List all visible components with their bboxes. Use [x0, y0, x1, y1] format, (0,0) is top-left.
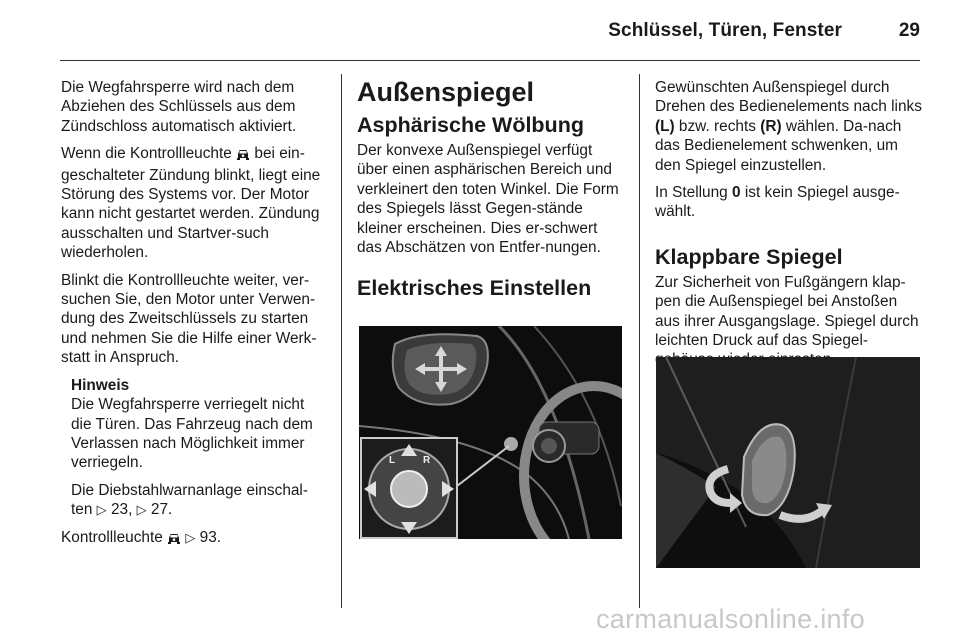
paragraph-position-zero: In Stellung 0 ist kein Spiegel ausge-wählt.	[655, 184, 900, 221]
control-label-left: L	[389, 455, 396, 466]
note-paragraph-alarm: Die Diebstahlwarnanlage einschal-ten ▷ 23, ▷ 27.	[71, 481, 308, 519]
paragraph-select-mirror: Gewünschten Außenspiegel durch Drehen des Bedienelements nach links (L) bzw. rechts (R) wählen. Da-nach das Bedienelement schwenken, um den Spiegel einzustellen.	[655, 79, 922, 174]
page-header	[0, 0, 960, 56]
control-label-right: R	[423, 455, 431, 466]
column-divider-1	[341, 74, 342, 608]
page-reference-link[interactable]: 27	[150, 501, 169, 519]
paragraph-control-light-ref: Kontrollleuchte ▷ 93.	[61, 528, 327, 549]
note-box	[71, 376, 327, 520]
header-rule	[60, 60, 920, 61]
paragraph-second-key: Blinkt die Kontrollleuchte weiter, ver-suchen Sie, den Motor unter Verwen-dung des Zweitschlüssels zu starten und nehmen Sie die Hilfe einer Werk-statt in Anspruch.	[61, 271, 317, 367]
column-middle	[357, 78, 625, 309]
page-reference-arrow-icon: ▷	[96, 502, 107, 518]
header-title: Schlüssel, Türen, Fenster	[608, 20, 842, 41]
paragraph-immobilizer-activation: Die Wegfahrsperre wird nach dem Abziehen des Schlüssels aus dem Zündschloss automatisch aktiviert.	[61, 79, 297, 135]
paragraph-warning-light: Wenn die Kontrollleuchte bei ein-geschalteter Zündung blinkt, liegt eine Störung des Systems vor. Der Motor kann nicht gestartet werden. Zündung ausschalten und Startver-such wiederholen.	[61, 145, 321, 262]
immobilizer-car-key-icon	[167, 530, 181, 549]
column-divider-2	[639, 74, 640, 608]
paragraph-folding: Zur Sicherheit von Fußgängern klap-pen die Außenspiegel bei Anstoßen aus ihrer Ausgangslage. Spiegel durch leichten Druck auf das Spiegel-	[655, 273, 919, 350]
page-reference-link[interactable]: 23	[110, 501, 129, 519]
paragraph-aspheric: Der konvexe Außenspiegel verfügt über einen asphärischen Bereich und verkleinert den toten Winkel. Die Form des Spiegels lässt Gegen-stände kleiner erscheinen. Dies er-schwert das Abschätzen von Entfer-nungen.	[357, 142, 619, 257]
page-reference-arrow-icon: ▷	[136, 502, 147, 518]
immobilizer-car-key-icon	[236, 146, 250, 165]
illustration-folding-mirror	[656, 357, 920, 568]
column-right	[655, 78, 923, 378]
note-paragraph-doors: Die Wegfahrsperre verriegelt nicht die Türen. Das Fahrzeug nach dem Verlassen nach Möglichkeit immer verriegeln.	[71, 396, 313, 472]
subsection-title-electric-adjust: Elektrisches Einstellen	[357, 276, 592, 301]
watermark: carmanualsonline.info	[596, 604, 865, 634]
subsection-title-aspheric: Asphärische Wölbung	[357, 113, 584, 137]
page-reference-link[interactable]: 93	[199, 528, 217, 546]
subsection-title-folding: Klappbare Spiegel	[655, 244, 843, 269]
page-number: 29	[898, 20, 920, 41]
column-left	[61, 78, 327, 557]
illustration-mirror-control	[359, 326, 622, 539]
section-title-exterior-mirrors: Außenspiegel	[357, 77, 535, 107]
note-title: Hinweis	[71, 376, 130, 394]
page-reference-arrow-icon: ▷	[185, 529, 196, 545]
